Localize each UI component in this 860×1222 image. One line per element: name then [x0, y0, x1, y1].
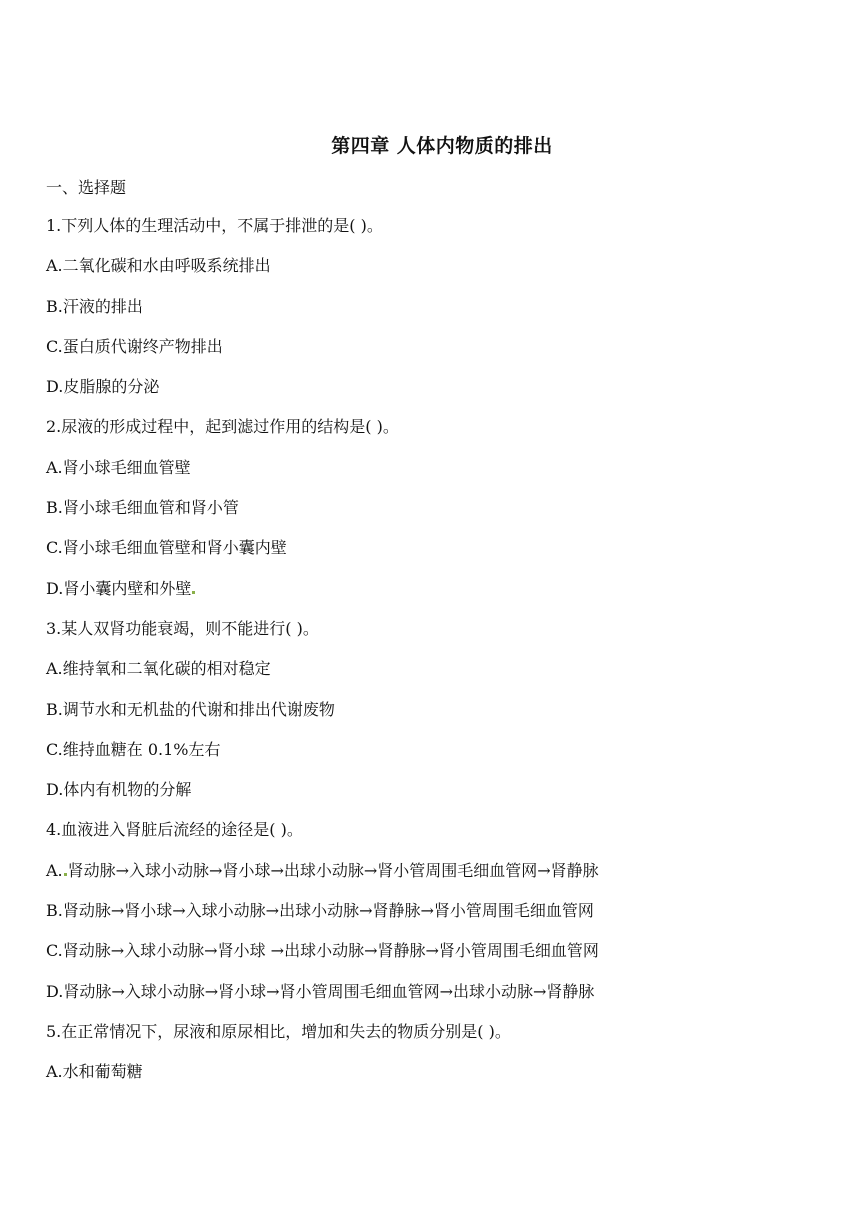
answer-option — [46, 900, 846, 940]
line-text: A.水和葡萄糖 — [46, 1062, 143, 1082]
edit-mark — [192, 591, 195, 594]
line-text: C.维持血糖在 0.1%左右 — [46, 739, 221, 759]
line-text: C.肾小球毛细血管壁和肾小囊内壁 — [46, 538, 287, 558]
line-text: A.维持氧和二氧化碳的相对稳定 — [46, 659, 271, 679]
answer-option — [46, 981, 846, 1021]
line-text: 1.下列人体的生理活动中，不属于排泄的是( )。 — [46, 216, 383, 235]
question-stem — [46, 618, 846, 658]
line-text: C.肾动脉→入球小动脉→肾小球 →出球小动脉→肾静脉→肾小管周围毛细血管网 — [46, 941, 599, 961]
answer-option — [46, 336, 846, 376]
answer-option — [46, 255, 846, 295]
line-text: D.皮脂腺的分泌 — [46, 377, 160, 397]
question-stem — [46, 1021, 846, 1061]
option-prefix: A. — [46, 860, 63, 880]
line-text: 2.尿液的形成过程中，起到滤过作用的结构是( )。 — [46, 417, 399, 437]
line-text: D.肾小囊内壁和外壁 — [46, 578, 192, 598]
answer-option — [46, 658, 846, 698]
page-title: 第四章 人体内物质的排出 — [331, 135, 553, 157]
answer-option — [46, 779, 846, 819]
answer-option — [46, 860, 846, 900]
answer-option — [46, 699, 846, 739]
line-text: 肾动脉→入球小动脉→肾小球→出球小动脉→肾小管周围毛细血管网→肾静脉 — [67, 860, 599, 880]
line-text: B.肾小球毛细血管和肾小管 — [46, 498, 239, 518]
answer-option — [46, 739, 846, 779]
line-text: B.调节水和无机盐的代谢和排出代谢废物 — [46, 699, 335, 719]
answer-option — [46, 578, 846, 618]
line-text: D.体内有机物的分解 — [46, 780, 192, 800]
line-text: B.汗液的排出 — [46, 296, 143, 316]
answer-option — [46, 537, 846, 577]
answer-option — [46, 497, 846, 537]
line-text: 4.血液进入肾脏后流经的途径是( )。 — [46, 820, 303, 840]
section-heading: 一、选择题 — [46, 178, 127, 197]
answer-option — [46, 940, 846, 980]
line-text: A.二氧化碳和水由呼吸系统排出 — [46, 256, 271, 276]
line-text: 5.在正常情况下，尿液和原尿相比，增加和失去的物质分别是( )。 — [46, 1021, 511, 1041]
answer-option — [46, 376, 846, 416]
question-list — [46, 215, 846, 1102]
line-text: 3.某人双肾功能衰竭，则不能进行( )。 — [46, 618, 319, 638]
question-stem — [46, 215, 846, 255]
question-stem — [46, 819, 846, 859]
answer-option — [46, 1061, 846, 1101]
line-text: B.肾动脉→肾小球→入球小动脉→出球小动脉→肾静脉→肾小管周围毛细血管网 — [46, 901, 594, 921]
answer-option — [46, 457, 846, 497]
question-stem — [46, 416, 846, 456]
edit-mark — [64, 873, 67, 876]
line-text: D.肾动脉→入球小动脉→肾小球→肾小管周围毛细血管网→出球小动脉→肾静脉 — [46, 981, 595, 1001]
line-text: A.肾小球毛细血管壁 — [46, 457, 191, 477]
answer-option — [46, 296, 846, 336]
line-text: C.蛋白质代谢终产物排出 — [46, 336, 223, 356]
